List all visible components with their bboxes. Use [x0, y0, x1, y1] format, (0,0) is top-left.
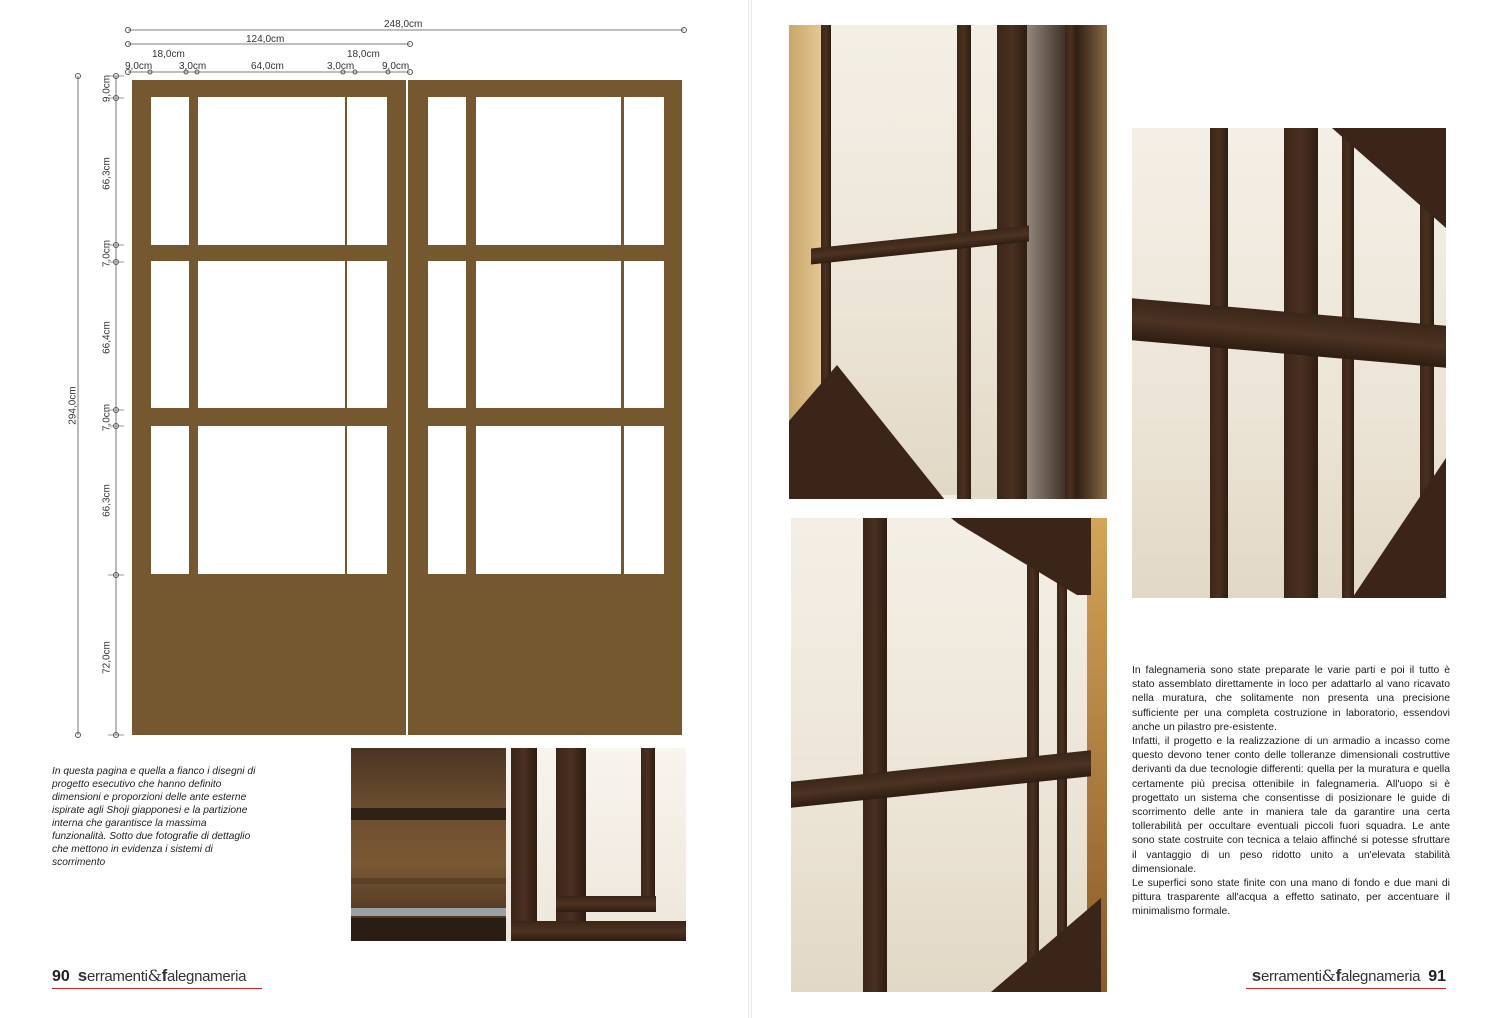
page-number-left: 90 [52, 968, 70, 985]
mag-word-2-right: alegnameria [1340, 968, 1421, 985]
article-paragraph-1: In falegnameria sono state preparate le varie parti e poi il tutto è stato assemblato direttamente in loco per adattarlo al vano ricavato nella muratura, che solitamente non presenta una precisione sufficiente per una completa costruzione in laboratorio, essendovi anche un pilastro pre-esistente. [1132, 665, 1450, 733]
dim-h-1: 9,0cm [101, 74, 113, 103]
door-photo-angled [789, 25, 1107, 499]
door-pane-1-1-3 [347, 97, 387, 245]
footer-rule-left [52, 988, 262, 989]
dim-total-width: 248,0cm [384, 19, 423, 30]
mag-initial-s: s [77, 966, 87, 985]
dim-stile-right: 18,0cm [347, 49, 380, 60]
page-number-right: 91 [1428, 968, 1446, 985]
door-pane-1-3-1 [151, 426, 189, 574]
mag-initial-f-right: f [1335, 966, 1341, 985]
door-pane-1-3-2 [198, 426, 345, 574]
dim-h-4: 66,4cm [101, 321, 113, 354]
dim-seg-2: 3,0cm [179, 61, 207, 72]
door-pane-1-3-3 [347, 426, 387, 574]
mag-word-1: erramenti [86, 968, 148, 985]
door-pane-2-3-1 [428, 426, 466, 574]
door-pane-2-1-2 [476, 97, 621, 245]
door-pane-2-1-3 [624, 97, 664, 245]
dim-h-5: 7,0cm [101, 403, 113, 432]
door-pane-1-2-3 [347, 261, 387, 408]
dim-h-6: 66,3cm [101, 484, 113, 517]
article-body [1132, 664, 1450, 920]
dim-h-3: 7,0cm [101, 239, 113, 268]
dim-h-7: 72,0cm [101, 641, 113, 674]
mag-ampersand-right: & [1321, 966, 1336, 985]
dim-stile-left: 18,0cm [152, 49, 185, 60]
door-technical-drawing [0, 0, 750, 745]
door-pane-1-1-1 [151, 97, 189, 245]
dim-half-width: 124,0cm [246, 34, 285, 45]
drawing-svg [0, 0, 750, 745]
article-paragraph-3: Le superfici sono state finite con una mano di fondo e due mani di pittura trasparente all'acqua a effetto satinato, per accentuare il minimalismo formale. [1132, 878, 1450, 918]
magazine-name-left [78, 966, 246, 986]
door-pane-1-2-1 [151, 261, 189, 408]
mag-ampersand: & [147, 966, 162, 985]
door-pane-2-2-2 [476, 261, 621, 408]
door-pane-2-1-1 [428, 97, 466, 245]
door-pane-2-3-2 [476, 426, 621, 574]
dim-seg-5: 9,0cm [382, 61, 410, 72]
mag-word-2: alegnameria [166, 968, 247, 985]
door-pane-1-2-2 [198, 261, 345, 408]
footer-rule-right [1246, 988, 1446, 989]
dim-total-height: 294,0cm [67, 386, 79, 425]
door-photo-full [791, 518, 1107, 992]
dim-seg-3: 64,0cm [251, 61, 284, 72]
door-pane-2-2-1 [428, 261, 466, 408]
dim-seg-1: 9,0cm [125, 61, 153, 72]
folio-left [52, 966, 246, 986]
dim-h-2: 66,3cm [101, 157, 113, 190]
drawing-caption: In questa pagina e quella a fianco i disegni di progetto esecutivo che hanno definito dimensioni e proporzioni delle ante esterne ispirate agli Shoji giapponesi e la partizione interna che garantisce la massima funzionalità. Sotto due fotografie di dettaglio che mettono in evidenza i sistemi di scorrimento [52, 766, 256, 868]
door-pane-1-1-2 [198, 97, 345, 245]
right-page [750, 0, 1500, 1018]
folio-right [1252, 966, 1446, 986]
article-paragraph-2: Infatti, il progetto e la realizzazione di un armadio a incasso come questo devono tener conto delle tolleranze dimensionali costruttive derivanti da due tecnologie differenti: quella per la muratura e quella certamente più precisa ottenibile in falegnameria. All'uopo si è progettato un sistema che consentisse di posizionare le guide di scorrimento delle ante in maniera tale da garantire una certa tollerabilità per occultare eventuali piccoli fuori squadra. Le ante sono state costruite con tecnica a telaio affinché si potesse sfruttare il vantaggio di un peso ridotto unito a un'elevata stabilità dimensionale. [1132, 736, 1450, 875]
door-pane-2-3-3 [624, 426, 664, 574]
dim-seg-4: 3,0cm [327, 61, 355, 72]
mag-word-1-right: erramenti [1260, 968, 1322, 985]
mag-initial-s-right: s [1251, 966, 1261, 985]
mag-initial-f: f [161, 966, 167, 985]
sliding-detail-photo [351, 748, 686, 941]
door-photo-detail [1132, 128, 1446, 598]
magazine-name-right [1252, 966, 1420, 986]
door-pane-2-2-3 [624, 261, 664, 408]
